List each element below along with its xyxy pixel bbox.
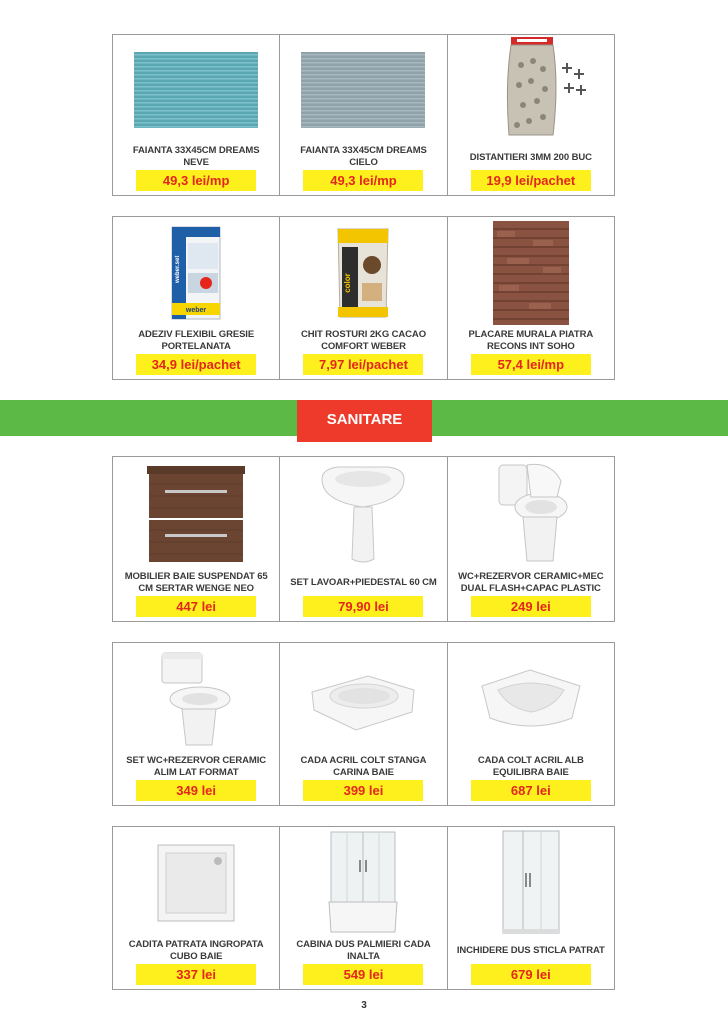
product-image (280, 457, 446, 570)
product-card-faianta-neve[interactable] (113, 35, 280, 195)
product-name: CADA COLT ACRIL ALB EQUILIBRA BAIE (477, 755, 584, 778)
product-name: CHIT ROSTURI 2KG CACAO COMFORT WEBER (300, 329, 426, 352)
product-card-mobilier-baie[interactable] (113, 457, 280, 621)
product-card-cada-equilibra[interactable] (448, 643, 614, 805)
product-image (448, 827, 614, 938)
product-image (113, 217, 279, 328)
product-image (448, 457, 614, 570)
product-price: 249 lei (471, 596, 591, 617)
product-price: 7,97 lei/pachet (303, 354, 423, 375)
product-image (280, 217, 446, 328)
shower-enclosure-icon (499, 829, 563, 937)
product-name: ADEZIV FLEXIBIL GRESIE PORTELANATA (138, 329, 255, 352)
product-price: 399 lei (303, 780, 423, 801)
bathtub-icon (308, 664, 418, 734)
page-number: 3 (361, 1000, 367, 1011)
corner-bathtub-icon (476, 664, 586, 734)
product-price: 49,3 lei/mp (303, 170, 423, 191)
brick-panel-icon (493, 221, 569, 325)
product-image (280, 643, 446, 754)
product-price: 57,4 lei/mp (471, 354, 591, 375)
svg-text:weber.set: weber.set (175, 255, 182, 283)
section-title: SANITARE (297, 400, 432, 442)
product-price: 687 lei (471, 780, 591, 801)
product-row-2 (112, 216, 615, 380)
product-name: FAIANTA 33X45CM DREAMS NEVE (132, 145, 260, 168)
product-name: DISTANTIERI 3MM 200 BUC (469, 151, 592, 163)
product-name: CABINA DUS PALMIERI CADA INALTA (296, 939, 431, 962)
svg-text:color: color (343, 272, 353, 293)
toilet-icon (156, 649, 236, 749)
product-price: 447 lei (136, 596, 256, 617)
product-card-placare-murala[interactable] (448, 217, 614, 379)
product-card-set-wc[interactable] (113, 643, 280, 805)
product-price: 19,9 lei/pachet (471, 170, 591, 191)
product-image (113, 35, 279, 144)
product-image (448, 643, 614, 754)
product-image (280, 35, 446, 144)
toilet-icon (491, 461, 571, 567)
shower-tray-icon (154, 841, 238, 925)
product-name: SET WC+REZERVOR CERAMIC ALIM LAT FORMAT (126, 755, 267, 778)
product-price: 679 lei (471, 964, 591, 985)
product-name: FAIANTA 33X45CM DREAMS CIELO (300, 145, 427, 168)
product-price: 34,9 lei/pachet (136, 354, 256, 375)
product-image (113, 827, 279, 938)
tile-grey-icon (299, 50, 427, 130)
adhesive-bag-icon (166, 223, 226, 323)
product-row-4 (112, 642, 615, 806)
product-name: CADITA PATRATA INGROPATA CUBO BAIE (128, 939, 264, 962)
product-name: SET LAVOAR+PIEDESTAL 60 CM (290, 577, 437, 588)
product-row-5 (112, 826, 615, 990)
product-card-chit-rosturi[interactable] (280, 217, 447, 379)
product-image (113, 457, 279, 570)
product-card-cada-carina[interactable] (280, 643, 447, 805)
product-card-faianta-cielo[interactable] (280, 35, 447, 195)
vanity-cabinet-icon (145, 464, 247, 564)
grout-bag-icon (328, 223, 398, 323)
product-image (448, 35, 614, 145)
washbasin-icon (318, 461, 408, 567)
product-price: 49,3 lei/mp (136, 170, 256, 191)
svg-text:weber: weber (186, 306, 207, 314)
product-image (448, 217, 614, 328)
product-name: MOBILIER BAIE SUSPENDAT 65 CM SERTAR WENGE NEO (124, 571, 268, 594)
product-price: 337 lei (136, 964, 256, 985)
product-card-inchidere-dus[interactable] (448, 827, 614, 989)
product-name: WC+REZERVOR CERAMIC+MEC DUAL FLASH+CAPAC PLASTIC (458, 571, 604, 594)
product-card-wc-dual[interactable] (448, 457, 614, 621)
product-price: 349 lei (136, 780, 256, 801)
product-image (113, 643, 279, 754)
tile-blue-icon (132, 50, 260, 130)
product-row-3 (112, 456, 615, 622)
product-name: PLACARE MURALA PIATRA RECONS INT SOHO (468, 329, 594, 352)
product-name: CADA ACRIL COLT STANGA CARINA BAIE (300, 755, 427, 778)
product-price: 79,90 lei (303, 596, 423, 617)
product-card-adeziv[interactable] (113, 217, 280, 379)
shower-cabin-icon (325, 830, 401, 936)
product-image (280, 827, 446, 938)
product-price: 549 lei (303, 964, 423, 985)
product-name: INCHIDERE DUS STICLA PATRAT (456, 945, 605, 956)
product-row-1 (112, 34, 615, 196)
product-card-distantieri[interactable] (448, 35, 614, 195)
spacers-bag-icon (471, 35, 591, 145)
product-card-cadita[interactable] (113, 827, 280, 989)
product-card-lavoar[interactable] (280, 457, 447, 621)
product-card-cabina-dus[interactable] (280, 827, 447, 989)
